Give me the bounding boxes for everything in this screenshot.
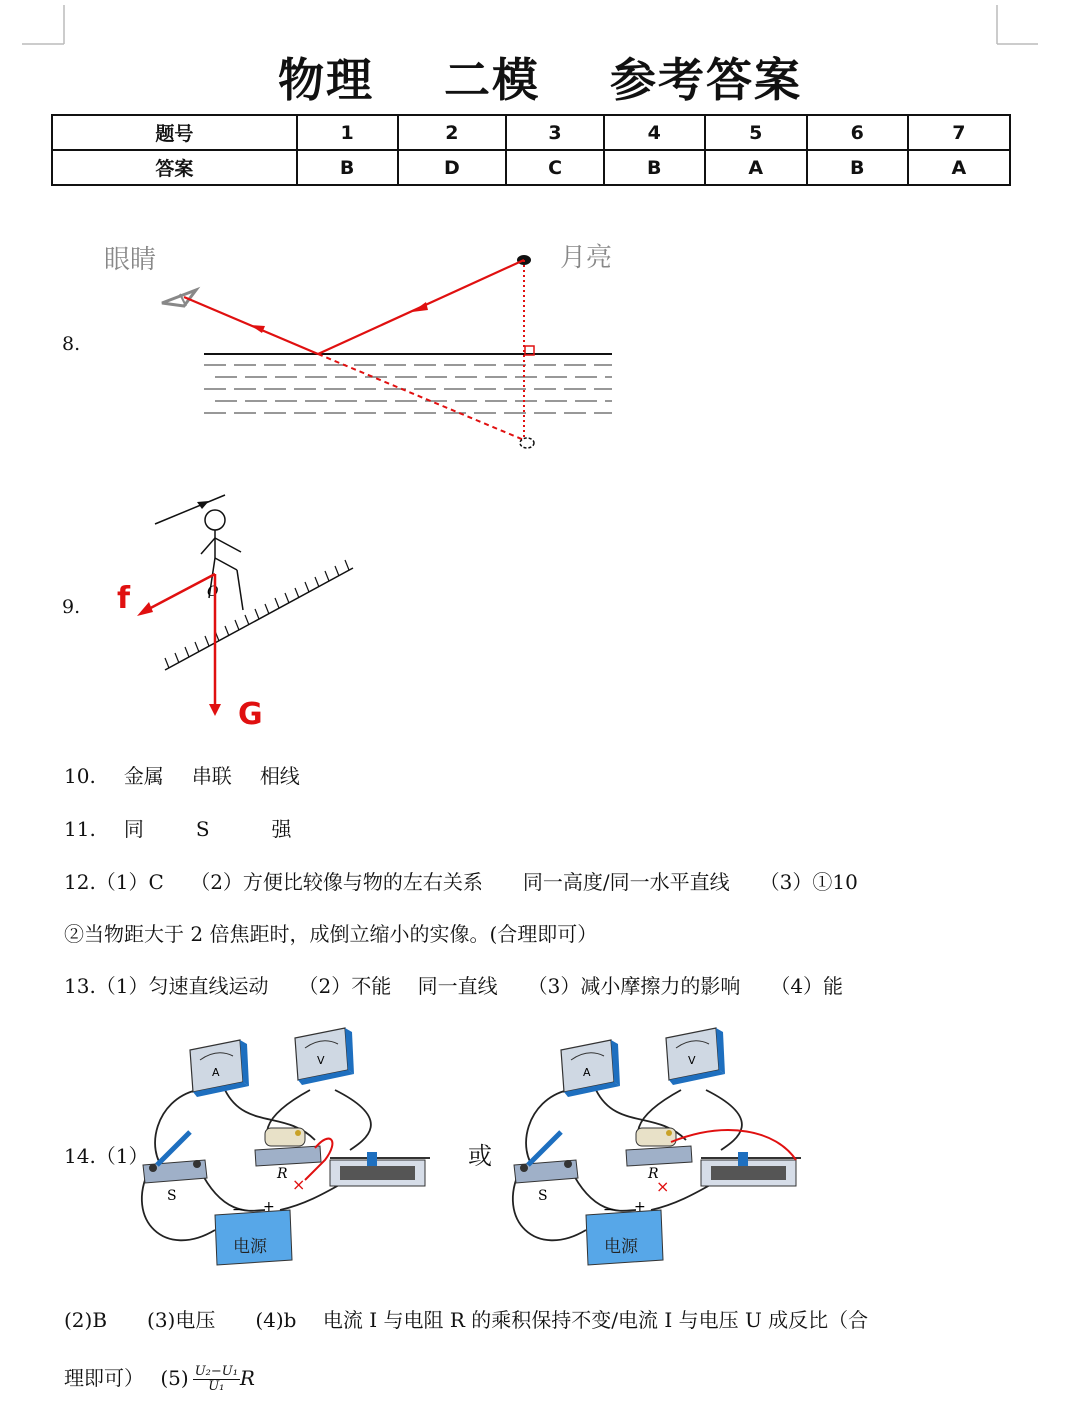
arrow-icon	[209, 704, 221, 716]
fraction-denominator: U₁	[208, 1379, 225, 1394]
resistor-label: R	[277, 1166, 288, 1182]
q10-number: 10.	[64, 764, 96, 788]
table-cell: B	[807, 150, 908, 185]
q10-answer: 相线	[259, 764, 300, 788]
table-row-answers	[52, 150, 1010, 185]
title-answers: 参考答案	[610, 53, 803, 107]
q12-line-1: 12.（1）C （2）方便比较像与物的左右关系 同一高度/同一水平直线 （3）①10	[64, 870, 858, 894]
arrow-icon	[412, 302, 428, 312]
crop-mark-left	[0, 0, 70, 50]
svg-text:×: ×	[292, 1175, 306, 1194]
table-cell: A	[705, 150, 807, 185]
q13-line: 13.（1）匀速直线运动 （2）不能 同一直线 （3）减小摩擦力的影响 （4）能	[64, 974, 844, 998]
label-g: G	[238, 697, 263, 732]
voltmeter-icon	[666, 1028, 725, 1085]
table-answer-label: 答案	[52, 150, 297, 185]
voltmeter-label: V	[317, 1054, 325, 1067]
rheostat-icon	[701, 1152, 801, 1186]
q11-number: 11.	[64, 817, 96, 841]
q10-line	[64, 760, 328, 789]
slope-hatching	[165, 560, 349, 668]
ammeter-icon	[190, 1040, 249, 1097]
rheostat-icon	[330, 1152, 430, 1186]
circuit-diagram-1	[135, 1020, 445, 1280]
table-cell: 6	[807, 115, 908, 150]
q8-reflection-diagram	[100, 240, 620, 455]
battery-plus: +	[263, 1199, 275, 1215]
ammeter-label: A	[583, 1066, 591, 1079]
battery-minus: −	[603, 1202, 615, 1218]
switch-icon	[143, 1132, 207, 1204]
answer-table	[51, 114, 1011, 186]
table-row-numbers	[52, 115, 1010, 150]
title-exam: 二模	[444, 53, 540, 107]
moon-image-icon	[520, 438, 534, 448]
page-title	[0, 44, 1080, 110]
battery-label: 电源	[604, 1237, 638, 1257]
ammeter-icon	[561, 1040, 620, 1097]
table-cell: 4	[604, 115, 705, 150]
arrow-icon	[250, 325, 265, 333]
q10-answer: 串联	[191, 764, 232, 788]
table-cell: C	[506, 150, 604, 185]
battery-icon	[215, 1199, 292, 1265]
arrow-icon	[137, 602, 153, 616]
table-cell: B	[604, 150, 705, 185]
q9-force-diagram	[105, 490, 365, 730]
q9-number: 9.	[62, 596, 81, 618]
voltmeter-label: V	[688, 1054, 696, 1067]
water-waves	[204, 365, 612, 413]
battery-minus: −	[232, 1202, 244, 1218]
label-moon: 月亮	[560, 243, 613, 273]
q11-answer: S	[195, 817, 210, 841]
switch-label: S	[167, 1188, 177, 1204]
table-cell: 7	[908, 115, 1010, 150]
circuit-diagram-2	[506, 1020, 816, 1280]
title-subject: 物理	[277, 53, 374, 107]
q10-answer: 金属	[123, 764, 164, 788]
voltmeter-icon	[295, 1028, 354, 1085]
q11-answer: 强	[271, 817, 292, 841]
table-cell: B	[297, 150, 398, 185]
table-cell: 3	[506, 115, 604, 150]
ammeter-label: A	[212, 1066, 220, 1079]
eye-icon	[162, 290, 196, 306]
switch-icon	[514, 1132, 578, 1204]
svg-text:×: ×	[656, 1177, 670, 1196]
table-cell: 1	[297, 115, 398, 150]
label-f: f	[117, 581, 131, 616]
fraction-suffix: R	[239, 1366, 255, 1390]
table-cell: 5	[705, 115, 807, 150]
label-o: O	[207, 584, 219, 600]
crop-mark-right	[990, 0, 1050, 50]
table-header-label: 题号	[52, 115, 297, 150]
battery-plus: +	[634, 1199, 646, 1215]
label-eye: 眼睛	[104, 245, 157, 275]
q11-answer: 同	[123, 817, 144, 841]
table-cell: 2	[398, 115, 507, 150]
q12-line-2: ②当物距大于 2 倍焦距时，成倒立缩小的实像。(合理即可）	[64, 922, 598, 946]
q14-fraction	[193, 1365, 240, 1394]
or-label: 或	[468, 1142, 492, 1170]
q8-number: 8.	[62, 333, 81, 355]
table-cell: D	[398, 150, 507, 185]
q14-line-b-prefix: 理即可） (5)	[64, 1366, 189, 1390]
resistor-label: R	[648, 1166, 659, 1182]
battery-icon	[586, 1199, 663, 1265]
switch-label: S	[538, 1188, 548, 1204]
battery-label: 电源	[233, 1237, 267, 1257]
q14-number: 14.（1）	[64, 1144, 149, 1168]
q11-line	[64, 813, 320, 842]
table-cell: A	[908, 150, 1010, 185]
q14-line-a: (2)B (3)电压 (4)b 电流 I 与电阻 R 的乘积保持不变/电流 I 与电压 U 成反比（合	[64, 1308, 869, 1332]
arrow-icon	[197, 501, 209, 509]
fraction-numerator: U₂−U₁	[194, 1364, 238, 1379]
q14-line-b	[64, 1362, 283, 1394]
